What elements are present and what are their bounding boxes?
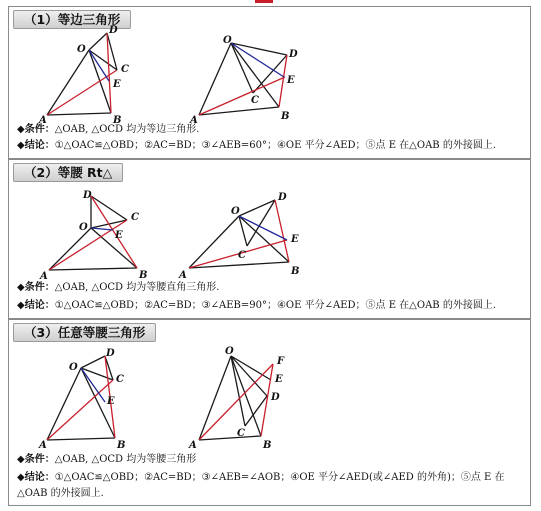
section-title: （3）任意等腰三角形 — [13, 323, 156, 342]
conclusion-label: ◆结论： — [17, 300, 55, 311]
segment-OC — [231, 356, 245, 426]
segment-DC — [91, 196, 127, 220]
section-equilateral — [8, 6, 531, 159]
label-E: E — [107, 396, 115, 407]
conclusion-label: ◆结论： — [17, 140, 55, 151]
segment-AC — [47, 380, 113, 440]
conclusion-text: ①△OAC≌△OBD；②AC=BD；③∠AEB=90°；④OE 平分∠AED；⑤点 E 在△OAB 的外接圆上. — [54, 300, 496, 311]
figure-1-right — [189, 25, 309, 125]
segment-AC — [49, 220, 127, 270]
label-C: C — [251, 95, 259, 106]
segment-OA — [199, 43, 231, 115]
segment-BD — [275, 200, 289, 262]
condition-line — [17, 281, 219, 295]
label-B: B — [291, 266, 300, 277]
conclusion-line — [17, 470, 522, 502]
condition-label: ◆条件： — [17, 282, 55, 293]
label-B: B — [139, 270, 148, 281]
section-title: （2）等腰 Rt△ — [13, 163, 123, 182]
segment-OA — [47, 50, 89, 115]
label-O: O — [69, 362, 78, 373]
label-A: A — [40, 271, 48, 282]
segment-AB — [47, 438, 115, 440]
label-A: A — [39, 440, 47, 451]
figure-2-right — [177, 182, 317, 282]
conclusion-text: ①△OAC≌△OBD；②AC=BD；③∠AEB=60°；④OE 平分∠AED；⑤点 E 在△OAB 的外接圆上. — [54, 140, 496, 151]
condition-line — [17, 123, 199, 137]
figure-3-left — [39, 344, 149, 452]
label-C: C — [237, 428, 245, 439]
label-A: A — [179, 270, 187, 281]
condition-text: △OAB, △OCD 均为等边三角形. — [54, 124, 200, 135]
segment-OD — [81, 356, 105, 368]
label-A: A — [189, 440, 197, 451]
segment-OB — [239, 216, 289, 262]
condition-line — [17, 453, 196, 467]
label-E: E — [287, 75, 295, 86]
figure-2-left — [39, 182, 169, 282]
segment-OE — [89, 50, 109, 81]
segment-OE — [91, 228, 113, 230]
label-A: A — [39, 115, 47, 126]
segment-AB — [49, 268, 137, 270]
label-D: D — [271, 392, 280, 403]
label-C: C — [238, 250, 246, 261]
segment-BD — [91, 196, 137, 268]
segment-OA — [49, 228, 91, 270]
label-D: D — [83, 190, 92, 201]
segment-OD — [89, 33, 107, 50]
segment-AB — [47, 113, 111, 115]
label-C: C — [116, 374, 124, 385]
label-E: E — [291, 234, 299, 245]
label-O: O — [223, 35, 232, 46]
condition-label: ◆条件： — [17, 124, 55, 135]
figure-1-left — [39, 25, 149, 125]
label-C: C — [121, 64, 129, 75]
label-C: C — [131, 212, 139, 223]
section-isosceles-right — [8, 159, 531, 319]
segment-AB — [189, 262, 289, 268]
label-B: B — [117, 440, 126, 451]
label-D: D — [289, 49, 298, 60]
red-mark — [255, 0, 273, 3]
conclusion-label: ◆结论： — [17, 472, 55, 483]
segment-OB — [91, 228, 137, 268]
segment-AC — [199, 77, 285, 115]
label-E: E — [113, 79, 121, 90]
conclusion-text: ①△OAC≌△OBD；②AC=BD；③∠AEB=∠AOB；④OE 平分∠AED(或∠AED 的外角)；⑤点 E 在△OAB 的外接圆上. — [17, 472, 505, 499]
label-O: O — [77, 44, 86, 55]
segment-AB — [199, 436, 261, 440]
condition-text: △OAB, △OCD 均为等腰直角三角形. — [54, 282, 220, 293]
label-B: B — [263, 440, 272, 451]
segment-OE — [231, 356, 271, 380]
label-O: O — [79, 222, 88, 233]
segment-OA — [47, 368, 81, 440]
label-F: F — [277, 356, 285, 367]
label-D: D — [278, 192, 287, 203]
label-O: O — [231, 206, 240, 217]
label-E: E — [115, 230, 123, 241]
segment-AB — [199, 107, 279, 115]
conclusion-line — [17, 139, 496, 153]
section-any-isosceles — [8, 319, 531, 506]
label-E: E — [275, 374, 283, 385]
label-B: B — [281, 111, 290, 122]
label-D: D — [106, 348, 115, 359]
label-D: D — [109, 25, 118, 36]
figure-3-right — [185, 340, 305, 452]
label-A: A — [190, 115, 198, 126]
condition-label: ◆条件： — [17, 454, 55, 465]
segment-OA — [199, 356, 231, 440]
condition-text: △OAB, △OCD 均为等腰三角形 — [54, 454, 197, 465]
section-title: （1）等边三角形 — [13, 10, 131, 29]
label-B: B — [113, 115, 122, 126]
label-O: O — [225, 346, 234, 357]
conclusion-line — [17, 299, 496, 313]
